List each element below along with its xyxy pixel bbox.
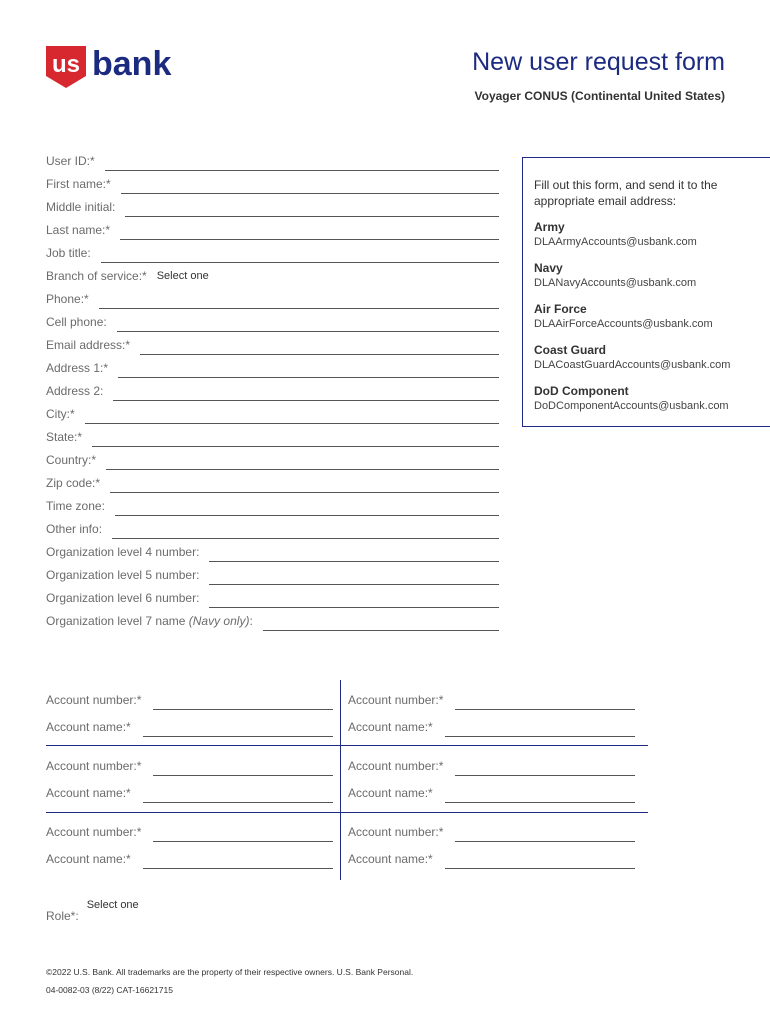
branch-email-army[interactable]: DLAArmyAccounts@usbank.com xyxy=(534,236,697,248)
input-line[interactable] xyxy=(125,202,499,217)
instructions-text: Fill out this form, and send it to the appropriate email address: xyxy=(534,178,718,208)
input-line[interactable] xyxy=(209,593,499,608)
account-name-field[interactable] xyxy=(46,849,333,869)
job-title-field[interactable] xyxy=(46,243,499,263)
field-label: City:* xyxy=(46,407,75,421)
field-label: Account number:* xyxy=(46,693,142,707)
input-line[interactable] xyxy=(455,695,635,710)
account-number-field[interactable] xyxy=(46,822,333,842)
input-line[interactable] xyxy=(445,854,635,869)
role-label: Role*: xyxy=(46,909,79,923)
field-label: Account number:* xyxy=(46,825,142,839)
cell-phone-field[interactable] xyxy=(46,312,499,332)
footer-code: 04-0082-03 (8/22) CAT-16621715 xyxy=(46,985,173,995)
input-line[interactable] xyxy=(455,827,635,842)
country-field[interactable] xyxy=(46,450,499,470)
field-label: State:* xyxy=(46,430,83,444)
org-level7-label: Organization level 7 name xyxy=(46,614,186,628)
zip-code-field[interactable] xyxy=(46,473,499,493)
input-line[interactable] xyxy=(121,179,499,194)
input-line[interactable] xyxy=(143,788,333,803)
branch-name-air-force: Air Force xyxy=(534,302,587,316)
input-line[interactable] xyxy=(153,827,333,842)
field-label: Job title: xyxy=(46,246,91,260)
input-line[interactable] xyxy=(209,570,499,585)
field-label: Account name:* xyxy=(348,786,433,800)
field-label: Branch of service:* xyxy=(46,269,147,283)
usbank-logo xyxy=(44,42,204,92)
logo-us-text: us xyxy=(51,51,81,78)
account-name-field[interactable] xyxy=(348,717,635,737)
other-info-field[interactable] xyxy=(46,519,499,539)
branch-of-service-field[interactable] xyxy=(46,266,499,286)
field-label: First name:* xyxy=(46,177,111,191)
field-label: Cell phone: xyxy=(46,315,107,329)
input-line[interactable] xyxy=(153,761,333,776)
account-number-field[interactable] xyxy=(46,690,333,710)
field-label xyxy=(46,614,253,631)
input-line[interactable] xyxy=(105,156,499,171)
account-name-field[interactable] xyxy=(46,783,333,803)
input-line[interactable] xyxy=(263,616,499,631)
input-line[interactable] xyxy=(140,340,499,355)
accounts-divider-vertical xyxy=(340,680,341,880)
branch-name-dod: DoD Component xyxy=(534,384,629,398)
field-label: Account name:* xyxy=(348,852,433,866)
input-line[interactable] xyxy=(110,478,499,493)
logo-bank-text: bank xyxy=(92,45,172,83)
accounts-divider-1 xyxy=(46,745,648,746)
city-field[interactable] xyxy=(46,404,499,424)
org-level6-field[interactable] xyxy=(46,588,499,608)
field-label: Account number:* xyxy=(46,759,142,773)
address2-field[interactable] xyxy=(46,381,499,401)
account-number-field[interactable] xyxy=(348,756,635,776)
account-number-field[interactable] xyxy=(348,690,635,710)
branch-email-dod[interactable]: DoDComponentAccounts@usbank.com xyxy=(534,400,729,412)
field-label: Organization level 5 number: xyxy=(46,568,200,582)
field-label: Time zone: xyxy=(46,499,105,513)
field-label: Account number:* xyxy=(348,759,444,773)
branch-email-coast-guard[interactable]: DLACoastGuardAccounts@usbank.com xyxy=(534,359,731,371)
field-label: Phone:* xyxy=(46,292,89,306)
org-level5-field[interactable] xyxy=(46,565,499,585)
account-name-field[interactable] xyxy=(348,783,635,803)
account-number-field[interactable] xyxy=(46,756,333,776)
footer-copyright: ©2022 U.S. Bank. All trademarks are the property of their respective owners. U.S. Bank Personal. xyxy=(46,967,414,977)
field-label: Other info: xyxy=(46,522,103,536)
middle-initial-field[interactable] xyxy=(46,197,499,217)
field-label: Organization level 4 number: xyxy=(46,545,200,559)
input-line[interactable] xyxy=(143,854,333,869)
field-label: Zip code:* xyxy=(46,476,101,490)
role-field[interactable] xyxy=(46,899,139,923)
field-label: Country:* xyxy=(46,453,97,467)
branch-select[interactable]: Select one xyxy=(156,270,209,282)
field-label: Account name:* xyxy=(46,786,131,800)
field-label: Account number:* xyxy=(348,693,444,707)
page-title: New user request form xyxy=(472,48,725,76)
phone-field[interactable] xyxy=(46,289,499,309)
address1-field[interactable] xyxy=(46,358,499,378)
branch-email-navy[interactable]: DLANavyAccounts@usbank.com xyxy=(534,277,697,289)
input-line[interactable] xyxy=(120,225,499,240)
input-line[interactable] xyxy=(445,722,635,737)
field-label: Email address:* xyxy=(46,338,131,352)
branch-name-coast-guard: Coast Guard xyxy=(534,343,607,357)
input-line[interactable] xyxy=(99,294,499,309)
user-id-field[interactable] xyxy=(46,151,499,171)
first-name-field[interactable] xyxy=(46,174,499,194)
state-field[interactable] xyxy=(46,427,499,447)
input-line[interactable] xyxy=(113,386,499,401)
last-name-field[interactable] xyxy=(46,220,499,240)
field-label: Middle initial: xyxy=(46,200,116,214)
field-label: Last name:* xyxy=(46,223,111,237)
account-name-field[interactable] xyxy=(348,849,635,869)
account-name-field[interactable] xyxy=(46,717,333,737)
field-label: Account name:* xyxy=(46,852,131,866)
input-line[interactable] xyxy=(106,455,499,470)
field-label: Organization level 6 number: xyxy=(46,591,200,605)
input-line[interactable] xyxy=(209,547,499,562)
org-level4-field[interactable] xyxy=(46,542,499,562)
field-label: User ID:* xyxy=(46,154,95,168)
branch-name-navy: Navy xyxy=(534,261,563,275)
navy-only-note: (Navy only) xyxy=(188,614,250,628)
field-label: Address 1:* xyxy=(46,361,109,375)
branch-name-army: Army xyxy=(534,220,565,234)
label-colon: : xyxy=(249,614,253,628)
field-label: Address 2: xyxy=(46,384,104,398)
input-line[interactable] xyxy=(445,788,635,803)
page-subtitle: Voyager CONUS (Continental United States) xyxy=(474,89,725,103)
input-line[interactable] xyxy=(455,761,635,776)
input-line[interactable] xyxy=(85,409,499,424)
time-zone-field[interactable] xyxy=(46,496,499,516)
role-select[interactable]: Select one xyxy=(86,899,139,911)
field-label: Account number:* xyxy=(348,825,444,839)
email-address-field[interactable] xyxy=(46,335,499,355)
input-line[interactable] xyxy=(115,501,499,516)
input-line[interactable] xyxy=(101,248,499,263)
input-line[interactable] xyxy=(143,722,333,737)
field-label: Account name:* xyxy=(348,720,433,734)
account-number-field[interactable] xyxy=(348,822,635,842)
accounts-divider-2 xyxy=(46,812,648,813)
org-level7-field[interactable] xyxy=(46,611,499,631)
input-line[interactable] xyxy=(153,695,333,710)
field-label: Account name:* xyxy=(46,720,131,734)
input-line[interactable] xyxy=(117,317,499,332)
input-line[interactable] xyxy=(112,524,499,539)
input-line[interactable] xyxy=(92,432,499,447)
input-line[interactable] xyxy=(118,363,499,378)
branch-email-air-force[interactable]: DLAAirForceAccounts@usbank.com xyxy=(534,318,713,330)
